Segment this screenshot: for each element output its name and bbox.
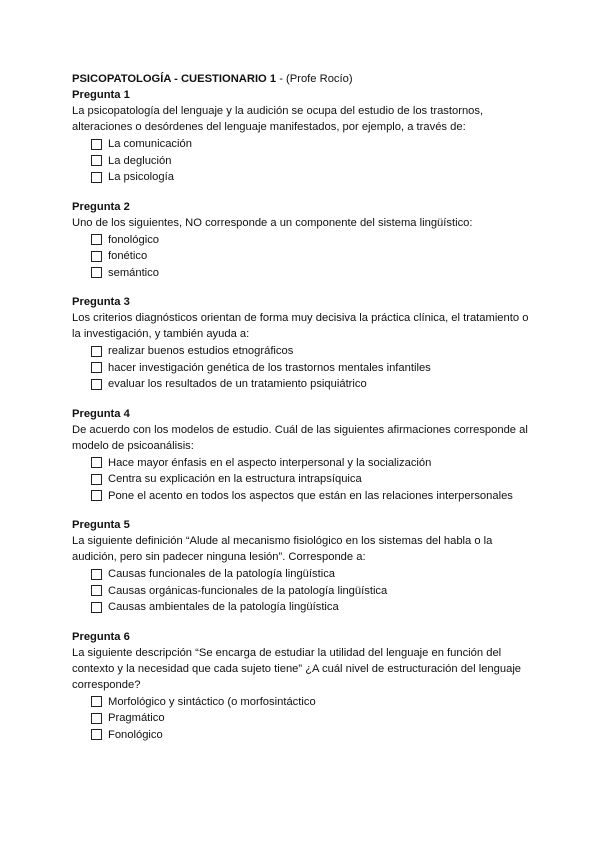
- question-title: Pregunta 4: [72, 407, 130, 420]
- option-label: Morfológico y sintáctico (o morfosintáctico: [108, 695, 316, 708]
- checkbox[interactable]: [91, 569, 102, 580]
- checkbox[interactable]: [91, 490, 102, 501]
- checkbox[interactable]: [91, 155, 102, 166]
- option-item[interactable]: [91, 727, 532, 744]
- checkbox[interactable]: [91, 379, 102, 390]
- checkbox[interactable]: [91, 602, 102, 613]
- question-text: La siguiente definición “Alude al mecanismo fisiológico en los sistemas del habla o la audición, pero sin padecer ninguna lesión”. Corresponde a:: [72, 535, 493, 563]
- question-2: [72, 199, 532, 282]
- document-title: PSICOPATOLOGÍA - CUESTIONARIO 1: [72, 73, 277, 85]
- question-1: [72, 87, 532, 186]
- option-label: hacer investigación genética de los trastornos mentales infantiles: [108, 361, 431, 374]
- option-item[interactable]: [91, 566, 532, 583]
- document-subtitle: - (Profe Rocío): [276, 73, 353, 85]
- option-label: La psicología: [108, 171, 174, 184]
- checkbox[interactable]: [91, 362, 102, 373]
- option-label: Centra su explicación en la estructura intrapsíquica: [108, 473, 362, 486]
- question-5: [72, 517, 532, 616]
- option-item[interactable]: [91, 488, 532, 505]
- option-item[interactable]: [91, 376, 532, 393]
- options-list: [91, 455, 532, 505]
- option-item[interactable]: [91, 360, 532, 377]
- options-list: [91, 343, 532, 393]
- checkbox[interactable]: [91, 139, 102, 150]
- option-item[interactable]: [91, 265, 532, 282]
- option-item[interactable]: [91, 232, 532, 249]
- options-list: [91, 232, 532, 282]
- document-content: [72, 72, 532, 756]
- checkbox[interactable]: [91, 267, 102, 278]
- question-title: Pregunta 2: [72, 200, 130, 213]
- checkbox[interactable]: [91, 234, 102, 245]
- options-list: [91, 694, 532, 744]
- document-header: [72, 72, 532, 86]
- checkbox[interactable]: [91, 474, 102, 485]
- option-label: La deglución: [108, 154, 172, 167]
- options-list: [91, 566, 532, 616]
- question-6: [72, 629, 532, 744]
- option-item[interactable]: [91, 343, 532, 360]
- checkbox[interactable]: [91, 713, 102, 724]
- option-item[interactable]: [91, 599, 532, 616]
- question-title: Pregunta 5: [72, 519, 130, 531]
- option-label: evaluar los resultados de un tratamiento psiquiátrico: [108, 378, 367, 391]
- option-label: Pragmático: [108, 712, 165, 725]
- question-text: De acuerdo con los modelos de estudio. Cuál de las siguientes afirmaciones corresponde al modelo de psicoanálisis:: [72, 423, 528, 452]
- option-item[interactable]: [91, 248, 532, 265]
- question-4: [72, 406, 532, 505]
- question-text: Los criterios diagnósticos orientan de forma muy decisiva la práctica clínica, el tratamiento o la investigación, y también ayuda a:: [72, 312, 529, 340]
- checkbox[interactable]: [91, 585, 102, 596]
- option-label: semántico: [108, 266, 159, 279]
- question-title: Pregunta 3: [72, 296, 130, 308]
- question-title: Pregunta 1: [72, 89, 130, 101]
- options-list: [91, 136, 532, 186]
- option-label: Causas funcionales de la patología lingüística: [108, 568, 336, 581]
- checkbox[interactable]: [91, 172, 102, 183]
- option-item[interactable]: [91, 583, 532, 600]
- option-label: Fonológico: [108, 728, 163, 741]
- question-text: Uno de los siguientes, NO corresponde a un componente del sistema lingüístico:: [72, 216, 473, 229]
- option-item[interactable]: [91, 710, 532, 727]
- question-title: Pregunta 6: [72, 630, 130, 643]
- option-item[interactable]: [91, 153, 532, 170]
- option-item[interactable]: [91, 136, 532, 153]
- option-label: Hace mayor énfasis en el aspecto interpersonal y la socialización: [108, 456, 432, 469]
- option-item[interactable]: [91, 169, 532, 186]
- question-text: La siguiente descripción “Se encarga de estudiar la utilidad del lenguaje en función del contexto y la necesidad que cada sujeto tiene” ¿A cuál nivel de estructuración del lenguaje corresponde?: [72, 646, 522, 691]
- checkbox[interactable]: [91, 729, 102, 740]
- option-label: fonético: [108, 250, 148, 263]
- option-label: Causas ambientales de la patología lingüística: [108, 601, 339, 614]
- question-text: La psicopatología del lenguaje y la audición se ocupa del estudio de los trastornos, alteraciones o desórdenes del lenguaje manifestados, por ejemplo, a través de:: [72, 105, 484, 133]
- checkbox[interactable]: [91, 251, 102, 262]
- question-3: [72, 294, 532, 393]
- checkbox[interactable]: [91, 457, 102, 468]
- checkbox[interactable]: [91, 696, 102, 707]
- option-label: fonológico: [108, 233, 160, 246]
- option-item[interactable]: [91, 471, 532, 488]
- option-item[interactable]: [91, 694, 532, 711]
- option-label: La comunicación: [108, 138, 192, 151]
- option-label: Pone el acento en todos los aspectos que están en las relaciones interpersonales: [108, 489, 513, 502]
- option-item[interactable]: [91, 455, 532, 472]
- option-label: Causas orgánicas-funcionales de la patología lingüística: [108, 584, 388, 597]
- checkbox[interactable]: [91, 346, 102, 357]
- option-label: realizar buenos estudios etnográficos: [108, 345, 294, 358]
